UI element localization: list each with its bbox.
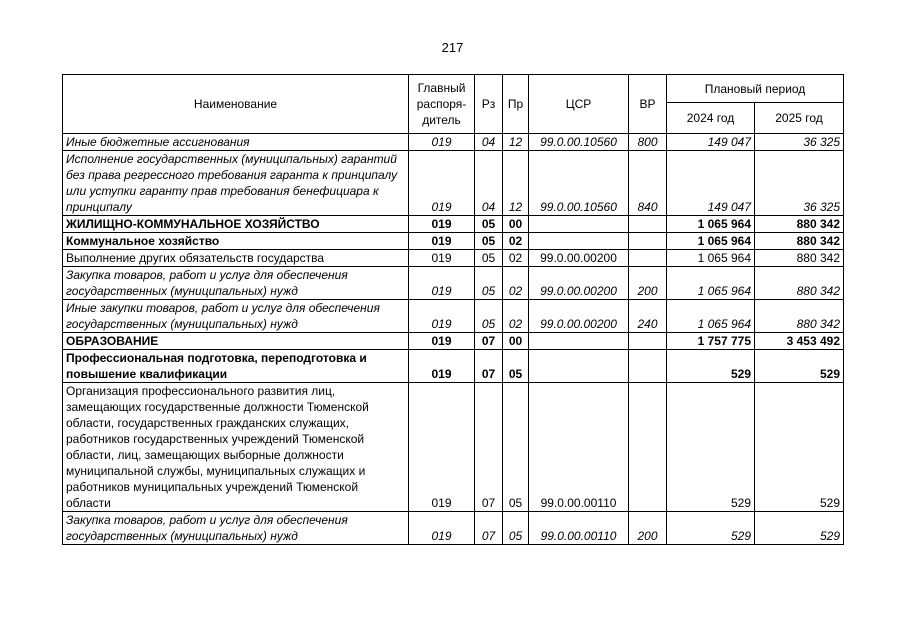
table-row: [63, 300, 844, 333]
cell-name: Иные бюджетные ассигнования: [63, 134, 409, 151]
header-plan-period: Плановый период: [667, 75, 844, 103]
cell-2025: 529: [755, 383, 844, 512]
cell-2025: 3 453 492: [755, 333, 844, 350]
cell-2025: 880 342: [755, 267, 844, 300]
cell-glavny: 019: [409, 250, 475, 267]
cell-rz: 05: [475, 267, 503, 300]
header-year-2025: 2025 год: [755, 103, 844, 134]
table-row: [63, 216, 844, 233]
cell-name: Закупка товаров, работ и услуг для обеспечения государственных (муниципальных) нужд: [63, 512, 409, 545]
header-glavny: Главный распоря-дитель: [409, 75, 475, 134]
cell-csr: 99.0.00.00110: [529, 512, 629, 545]
cell-rz: 04: [475, 151, 503, 216]
cell-glavny: 019: [409, 350, 475, 383]
cell-2025: 880 342: [755, 233, 844, 250]
cell-pr: 00: [503, 333, 529, 350]
cell-2024: 149 047: [667, 151, 755, 216]
cell-vr: [629, 250, 667, 267]
cell-vr: 800: [629, 134, 667, 151]
cell-pr: 12: [503, 134, 529, 151]
cell-vr: [629, 383, 667, 512]
cell-rz: 05: [475, 233, 503, 250]
cell-glavny: 019: [409, 134, 475, 151]
cell-rz: 07: [475, 350, 503, 383]
cell-rz: 05: [475, 216, 503, 233]
cell-pr: 02: [503, 250, 529, 267]
cell-pr: 12: [503, 151, 529, 216]
table-row: [63, 151, 844, 216]
cell-name: Организация профессионального развития лиц, замещающих государственные должности Тюменской области, государственных гражданских служащих, работников государственных учреждений Тюменской области, лиц, замещающих выборные должности муниципальной службы, муниципальных служащих и работников муниципальных учреждений Тюменской области: [63, 383, 409, 512]
table-row: [63, 512, 844, 545]
cell-2025: 529: [755, 350, 844, 383]
cell-pr: 05: [503, 383, 529, 512]
cell-pr: 02: [503, 233, 529, 250]
page-number: 217: [441, 40, 464, 55]
cell-vr: [629, 333, 667, 350]
header-year-2024: 2024 год: [667, 103, 755, 134]
cell-glavny: 019: [409, 151, 475, 216]
header-pr: Пр: [503, 75, 529, 134]
cell-vr: 200: [629, 267, 667, 300]
cell-vr: 200: [629, 512, 667, 545]
cell-name: Исполнение государственных (муниципальных) гарантий без права регрессного требования гаранта к принципалу или уступки гаранту прав требования бенефициара к принципалу: [63, 151, 409, 216]
cell-2024: 1 065 964: [667, 267, 755, 300]
table-row: [63, 333, 844, 350]
cell-rz: 05: [475, 300, 503, 333]
cell-vr: [629, 216, 667, 233]
cell-glavny: 019: [409, 383, 475, 512]
cell-glavny: 019: [409, 333, 475, 350]
cell-name: Иные закупки товаров, работ и услуг для обеспечения государственных (муниципальных) нужд: [63, 300, 409, 333]
budget-table: [62, 74, 844, 545]
cell-vr: [629, 350, 667, 383]
cell-vr: [629, 233, 667, 250]
cell-name: ОБРАЗОВАНИЕ: [63, 333, 409, 350]
cell-2024: 1 065 964: [667, 250, 755, 267]
cell-pr: 05: [503, 512, 529, 545]
cell-glavny: 019: [409, 267, 475, 300]
cell-glavny: 019: [409, 216, 475, 233]
cell-pr: 00: [503, 216, 529, 233]
cell-name: ЖИЛИЩНО-КОММУНАЛЬНОЕ ХОЗЯЙСТВО: [63, 216, 409, 233]
cell-name: Коммунальное хозяйство: [63, 233, 409, 250]
cell-csr: [529, 216, 629, 233]
cell-rz: 07: [475, 333, 503, 350]
table-row: [63, 383, 844, 512]
cell-2025: 880 342: [755, 300, 844, 333]
cell-csr: 99.0.00.00200: [529, 300, 629, 333]
cell-csr: [529, 333, 629, 350]
cell-rz: 04: [475, 134, 503, 151]
table-row: [63, 350, 844, 383]
cell-csr: 99.0.00.00110: [529, 383, 629, 512]
header-row-1: [63, 75, 844, 103]
table-row: [63, 250, 844, 267]
cell-glavny: 019: [409, 512, 475, 545]
cell-csr: 99.0.00.00200: [529, 250, 629, 267]
cell-pr: 02: [503, 300, 529, 333]
header-vr: ВР: [629, 75, 667, 134]
cell-rz: 07: [475, 512, 503, 545]
cell-rz: 05: [475, 250, 503, 267]
table-row: [63, 134, 844, 151]
table-row: [63, 267, 844, 300]
table-body: [63, 134, 844, 545]
cell-csr: [529, 233, 629, 250]
cell-2024: 529: [667, 383, 755, 512]
cell-glavny: 019: [409, 300, 475, 333]
cell-csr: 99.0.00.10560: [529, 134, 629, 151]
cell-2024: 529: [667, 350, 755, 383]
cell-csr: 99.0.00.10560: [529, 151, 629, 216]
cell-2024: 1 065 964: [667, 300, 755, 333]
cell-name: Закупка товаров, работ и услуг для обеспечения государственных (муниципальных) нужд: [63, 267, 409, 300]
header-csr: ЦСР: [529, 75, 629, 134]
cell-pr: 02: [503, 267, 529, 300]
table-row: [63, 233, 844, 250]
cell-vr: 840: [629, 151, 667, 216]
header-rz: Рз: [475, 75, 503, 134]
cell-csr: [529, 350, 629, 383]
cell-csr: 99.0.00.00200: [529, 267, 629, 300]
cell-2025: 529: [755, 512, 844, 545]
cell-2025: 880 342: [755, 250, 844, 267]
cell-vr: 240: [629, 300, 667, 333]
cell-2024: 149 047: [667, 134, 755, 151]
cell-name: Выполнение других обязательств государства: [63, 250, 409, 267]
cell-pr: 05: [503, 350, 529, 383]
cell-2024: 1 065 964: [667, 216, 755, 233]
cell-rz: 07: [475, 383, 503, 512]
cell-2025: 36 325: [755, 134, 844, 151]
cell-2025: 880 342: [755, 216, 844, 233]
cell-name: Профессиональная подготовка, переподготовка и повышение квалификации: [63, 350, 409, 383]
header-name: Наименование: [63, 75, 409, 134]
cell-2024: 1 757 775: [667, 333, 755, 350]
cell-2024: 1 065 964: [667, 233, 755, 250]
cell-2025: 36 325: [755, 151, 844, 216]
cell-glavny: 019: [409, 233, 475, 250]
cell-2024: 529: [667, 512, 755, 545]
